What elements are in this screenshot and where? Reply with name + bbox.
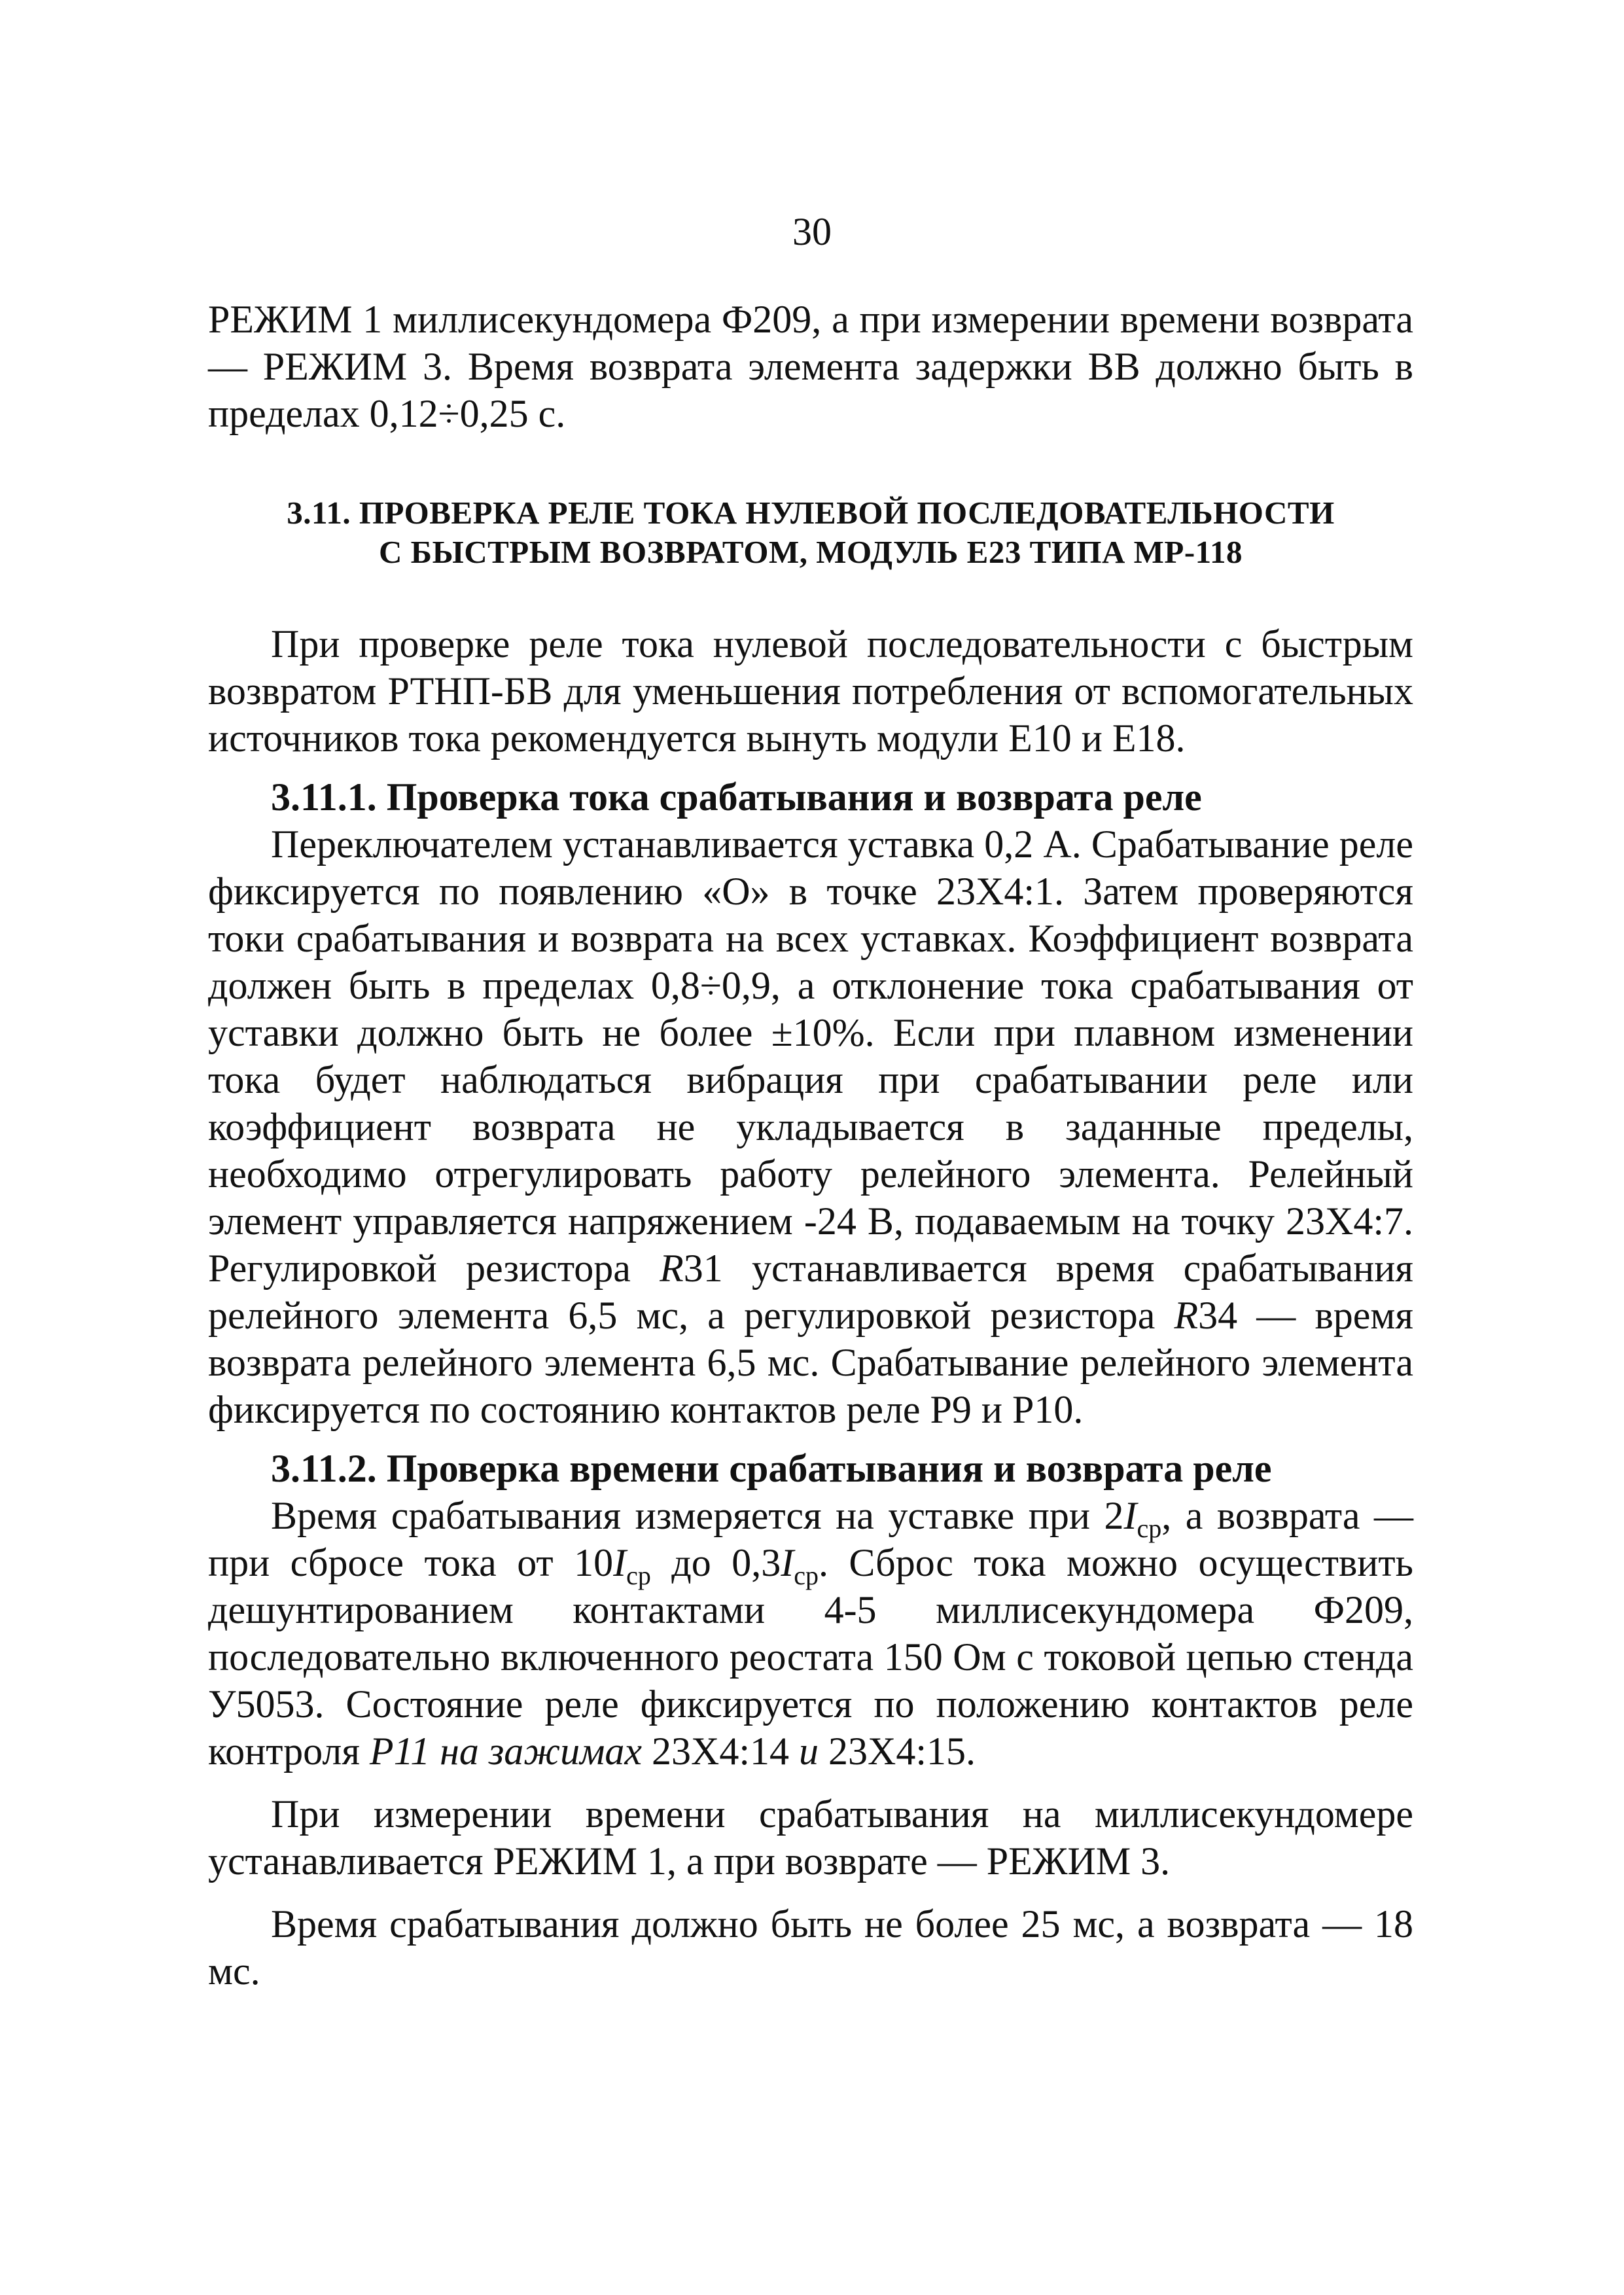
subsection-1-paragraph [208,821,1413,1433]
subsection-heading-3-11-1: 3.11.1. Проверка тока срабатывания и возврата реле [271,775,1202,819]
subsection-2-text-a: Время срабатывания измеряется на уставке при 2 [271,1494,1124,1537]
current-symbol: I [781,1541,794,1584]
subsection-2-paragraph-3: Время срабатывания должно быть не более 25 мс, а возврата — 18 мс. [208,1902,1413,1993]
current-subscript: ср [626,1561,651,1590]
subsection-1-text-b: устанавливается время срабатывания релейного элемента 6,5 мс, а регулировкой резистора [208,1247,1413,1337]
subsection-2-paragraph-2: При измерении времени срабатывания на миллисекундомере устанавливается РЕЖИМ 1, а при возврате — РЕЖИМ 3. [208,1792,1413,1883]
page-content [208,296,1413,1995]
subsection-2-paragraph-1 [208,1492,1413,1775]
resistor-r34-symbol: R [1174,1294,1199,1337]
section-paragraph: При проверке реле тока нулевой последовательности с быстрым возвратом РТНП-БВ для уменьшения потребления от вспомогательных источников тока рекомендуется вынуть модули Е10 и Е18. [208,622,1413,760]
subsection-2-text-d: . Сброс тока можно осуществить дешунтированием контактами 4-5 миллисекундомера Ф209, последовательно включенного реостата 150 Ом с токовой цепью стенда У5053. Состояние реле фиксируется по положению контактов реле контроля [208,1541,1414,1773]
resistor-r34-number: 34 [1198,1294,1238,1337]
terminal-23x4-15: 23Х4:15. [819,1730,976,1773]
relay-control-terminals: Р11 на зажимах [369,1730,643,1773]
current-symbol: I [613,1541,627,1584]
page-number: 30 [792,210,832,253]
subsection-heading-3-11-2: 3.11.2. Проверка времени срабатывания и возврата реле [271,1447,1272,1490]
subsection-1-text-c: — время возврата релейного элемента 6,5 мс. Срабатывание релейного элемента фиксируется по состоянию контактов реле Р9 и Р10. [208,1294,1413,1431]
resistor-r31-number: 31 [683,1247,723,1290]
section-title [208,493,1413,572]
current-subscript: ср [1137,1514,1162,1543]
current-symbol: I [1123,1494,1137,1537]
subsection-2-text-c: до 0,3 [650,1541,781,1584]
section-title-line-2: С БЫСТРЫМ ВОЗВРАТОМ, МОДУЛЬ Е23 ТИПА МР-118 [379,534,1243,570]
current-subscript: ср [794,1561,819,1590]
intro-paragraph: РЕЖИМ 1 миллисекундомера Ф209, а при измерении времени возврата — РЕЖИМ 3. Время возврата элемента задержки ВВ должно быть в пределах 0,12÷0,25 с. [208,298,1413,435]
subsection-1-text-a: Переключателем устанавливается уставка 0,2 А. Срабатывание реле фиксируется по появлению «О» в точке 23Х4:1. Затем проверяются токи срабатывания и возврата на всех уставках. Коэффициент возврата должен быть в пределах 0,8÷0,9, а отклонение тока срабатывания от уставки должно быть не более ±10%. Если при плавном изменении тока будет наблюдаться вибрация при срабатывании реле или коэффициент возврата не укладывается в заданные пределы, необходимо отрегулировать работу релейного элемента. Релейный элемент управляется напряжением -24 В, подаваемым на точку 23Х4:7. Регулировкой резистора [208,823,1413,1290]
resistor-r31-symbol: R [660,1247,684,1290]
section-title-line-1: 3.11. ПРОВЕРКА РЕЛЕ ТОКА НУЛЕВОЙ ПОСЛЕДОВАТЕЛЬНОСТИ [287,495,1335,531]
terminal-23x4-14: 23Х4:14 [642,1730,800,1773]
conjunction-and: и [799,1730,819,1773]
subsection-2-text-b: , а возврата — при сбросе тока от 10 [208,1494,1413,1584]
